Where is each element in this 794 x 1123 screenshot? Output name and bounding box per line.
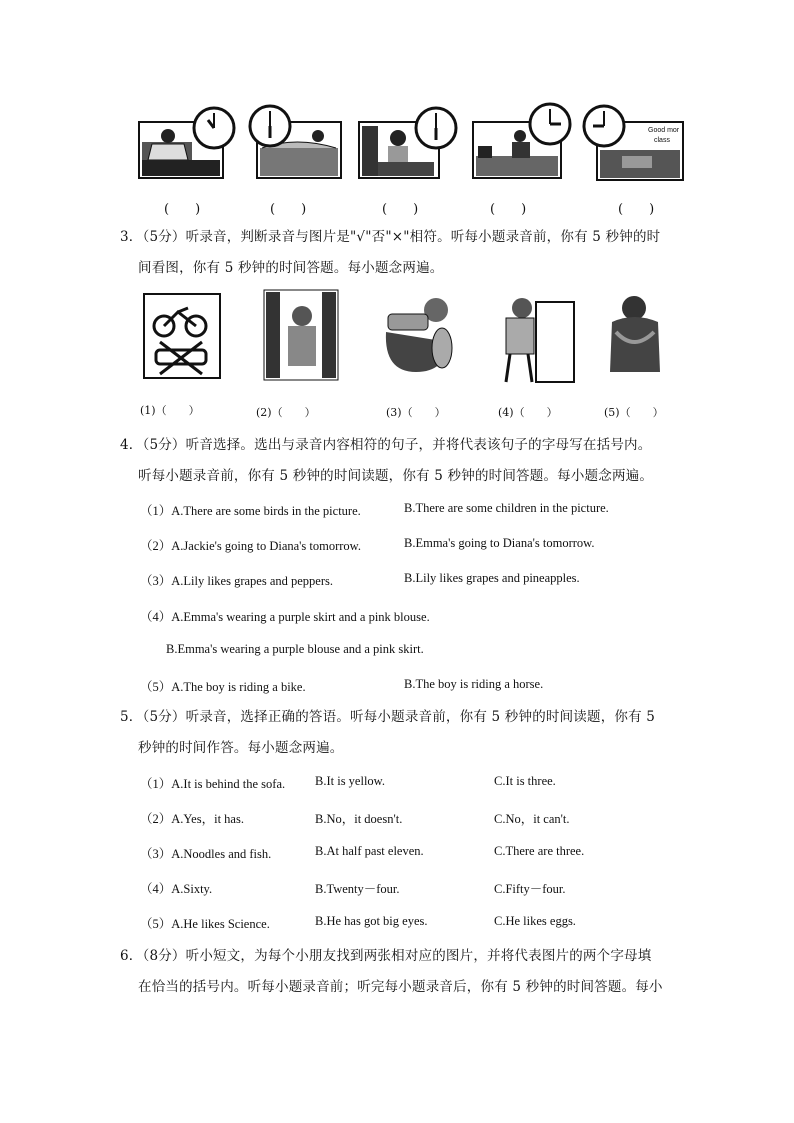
q4-item-1-option-b[interactable]: B.There are some children in the picture. xyxy=(404,501,609,515)
q4-item-5-option-b[interactable]: B.The boy is riding a horse. xyxy=(404,677,544,691)
q4-item-2-option-b[interactable]: B.Emma's going to Diana's tomorrow. xyxy=(404,536,595,550)
q4-item-2-option-a[interactable]: （2）A.Jackie's going to Diana's tomorrow. xyxy=(140,539,362,553)
q4-item-4-option-a[interactable]: （4）A.Emma's wearing a purple skirt and a pink blouse. xyxy=(140,610,430,624)
q3-picture-3 xyxy=(376,292,466,380)
q2-answer-paren-5[interactable]: ( ) xyxy=(618,202,655,217)
q5-item-5-option-c[interactable]: C.He likes eggs. xyxy=(494,914,576,928)
q5-item-4-option-b[interactable]: B.Twenty－four. xyxy=(315,882,400,896)
q3-picture-1-bike-car-icon xyxy=(142,292,222,380)
q5-prompt-line2: 秒钟的时间作答。每小题念两遍。 xyxy=(138,740,344,756)
clock-icon xyxy=(414,106,458,150)
q3-label-2[interactable]: (2)（ ） xyxy=(256,406,316,419)
q5-item-4-option-a[interactable]: （4）A.Sixty. xyxy=(140,882,213,896)
q3-label-1[interactable]: (1)（ ） xyxy=(140,404,200,417)
q5-item-4-option-c[interactable]: C.Fifty－four. xyxy=(494,882,566,896)
q5-item-1-option-c[interactable]: C.It is three. xyxy=(494,774,556,788)
q5-item-5-option-a[interactable]: （5）A.He likes Science. xyxy=(140,917,270,931)
q6-prompt-line2: 在恰当的括号内。听每小题录音前；听完每小题录音后，你有 5 秒钟的时间答题。每小 xyxy=(138,979,663,995)
clock-icon xyxy=(248,104,292,148)
q4-item-3-option-b[interactable]: B.Lily likes grapes and pineapples. xyxy=(404,571,580,585)
clock-icon xyxy=(528,102,572,146)
svg-text:class: class xyxy=(654,137,670,144)
q2-answer-paren-3[interactable]: ( ) xyxy=(382,202,419,217)
q5-item-5-option-b[interactable]: B.He has got big eyes. xyxy=(315,914,428,928)
q3-picture-2 xyxy=(262,288,340,382)
q3-picture-5 xyxy=(600,292,672,382)
q5-item-2-option-c[interactable]: C.No，it can't. xyxy=(494,812,570,826)
q2-answer-paren-1[interactable]: ( ) xyxy=(164,202,201,217)
q3-label-3[interactable]: (3)（ ） xyxy=(386,406,446,419)
q2-answer-paren-4[interactable]: ( ) xyxy=(490,202,527,217)
q4-item-4-option-b[interactable]: B.Emma's wearing a purple blouse and a pink skirt. xyxy=(166,642,424,656)
q5-item-3-option-a[interactable]: （3）A.Noodles and fish. xyxy=(140,847,272,861)
q4-prompt-line2: 听每小题录音前，你有 5 秒钟的时间读题，你有 5 秒钟的时间答题。每小题念两遍。 xyxy=(138,468,654,484)
q5-item-1-option-a[interactable]: （1）A.It is behind the sofa. xyxy=(140,777,286,791)
q5-prompt-line1: 5．（5分）听录音，选择正确的答语。听每小题录音前，你有 5 秒钟的时间读题，你有 5 xyxy=(120,709,656,725)
q2-answer-paren-2[interactable]: ( ) xyxy=(270,202,307,217)
q3-prompt-line1: 3．（5分）听录音，判断录音与图片是"√"否"×"相符。听每小题录音前，你有 5 秒钟的时 xyxy=(120,229,661,245)
q3-picture-4 xyxy=(496,292,576,384)
q5-item-2-option-b[interactable]: B.No，it doesn't. xyxy=(315,812,403,826)
svg-text:Good mor: Good mor xyxy=(648,127,680,134)
q3-label-4[interactable]: (4)（ ） xyxy=(498,406,558,419)
q5-item-2-option-a[interactable]: （2）A.Yes，it has. xyxy=(140,812,244,826)
q3-picture-row xyxy=(138,288,678,388)
q5-item-3-option-c[interactable]: C.There are three. xyxy=(494,844,585,858)
q6-prompt-line1: 6．（8分）听小短文，为每个小朋友找到两张相对应的图片，并将代表图片的两个字母填 xyxy=(120,948,652,964)
clock-icon xyxy=(582,104,626,148)
q4-item-5-option-a[interactable]: （5）A.The boy is riding a bike. xyxy=(140,680,306,694)
clock-icon xyxy=(192,106,236,150)
q2-picture-row xyxy=(130,98,690,188)
q4-item-3-option-a[interactable]: （3）A.Lily likes grapes and peppers. xyxy=(140,574,334,588)
q4-prompt-line1: 4．（5分）听音选择。选出与录音内容相符的句子，并将代表该句子的字母写在括号内。 xyxy=(120,437,652,453)
q3-prompt-line2: 间看图，你有 5 秒钟的时间答题。每小题念两遍。 xyxy=(138,260,444,276)
q5-item-3-option-b[interactable]: B.At half past eleven. xyxy=(315,844,424,858)
q5-item-1-option-b[interactable]: B.It is yellow. xyxy=(315,774,386,788)
q4-item-1-option-a[interactable]: （1）A.There are some birds in the picture. xyxy=(140,504,361,518)
q3-label-5[interactable]: (5)（ ） xyxy=(604,406,664,419)
